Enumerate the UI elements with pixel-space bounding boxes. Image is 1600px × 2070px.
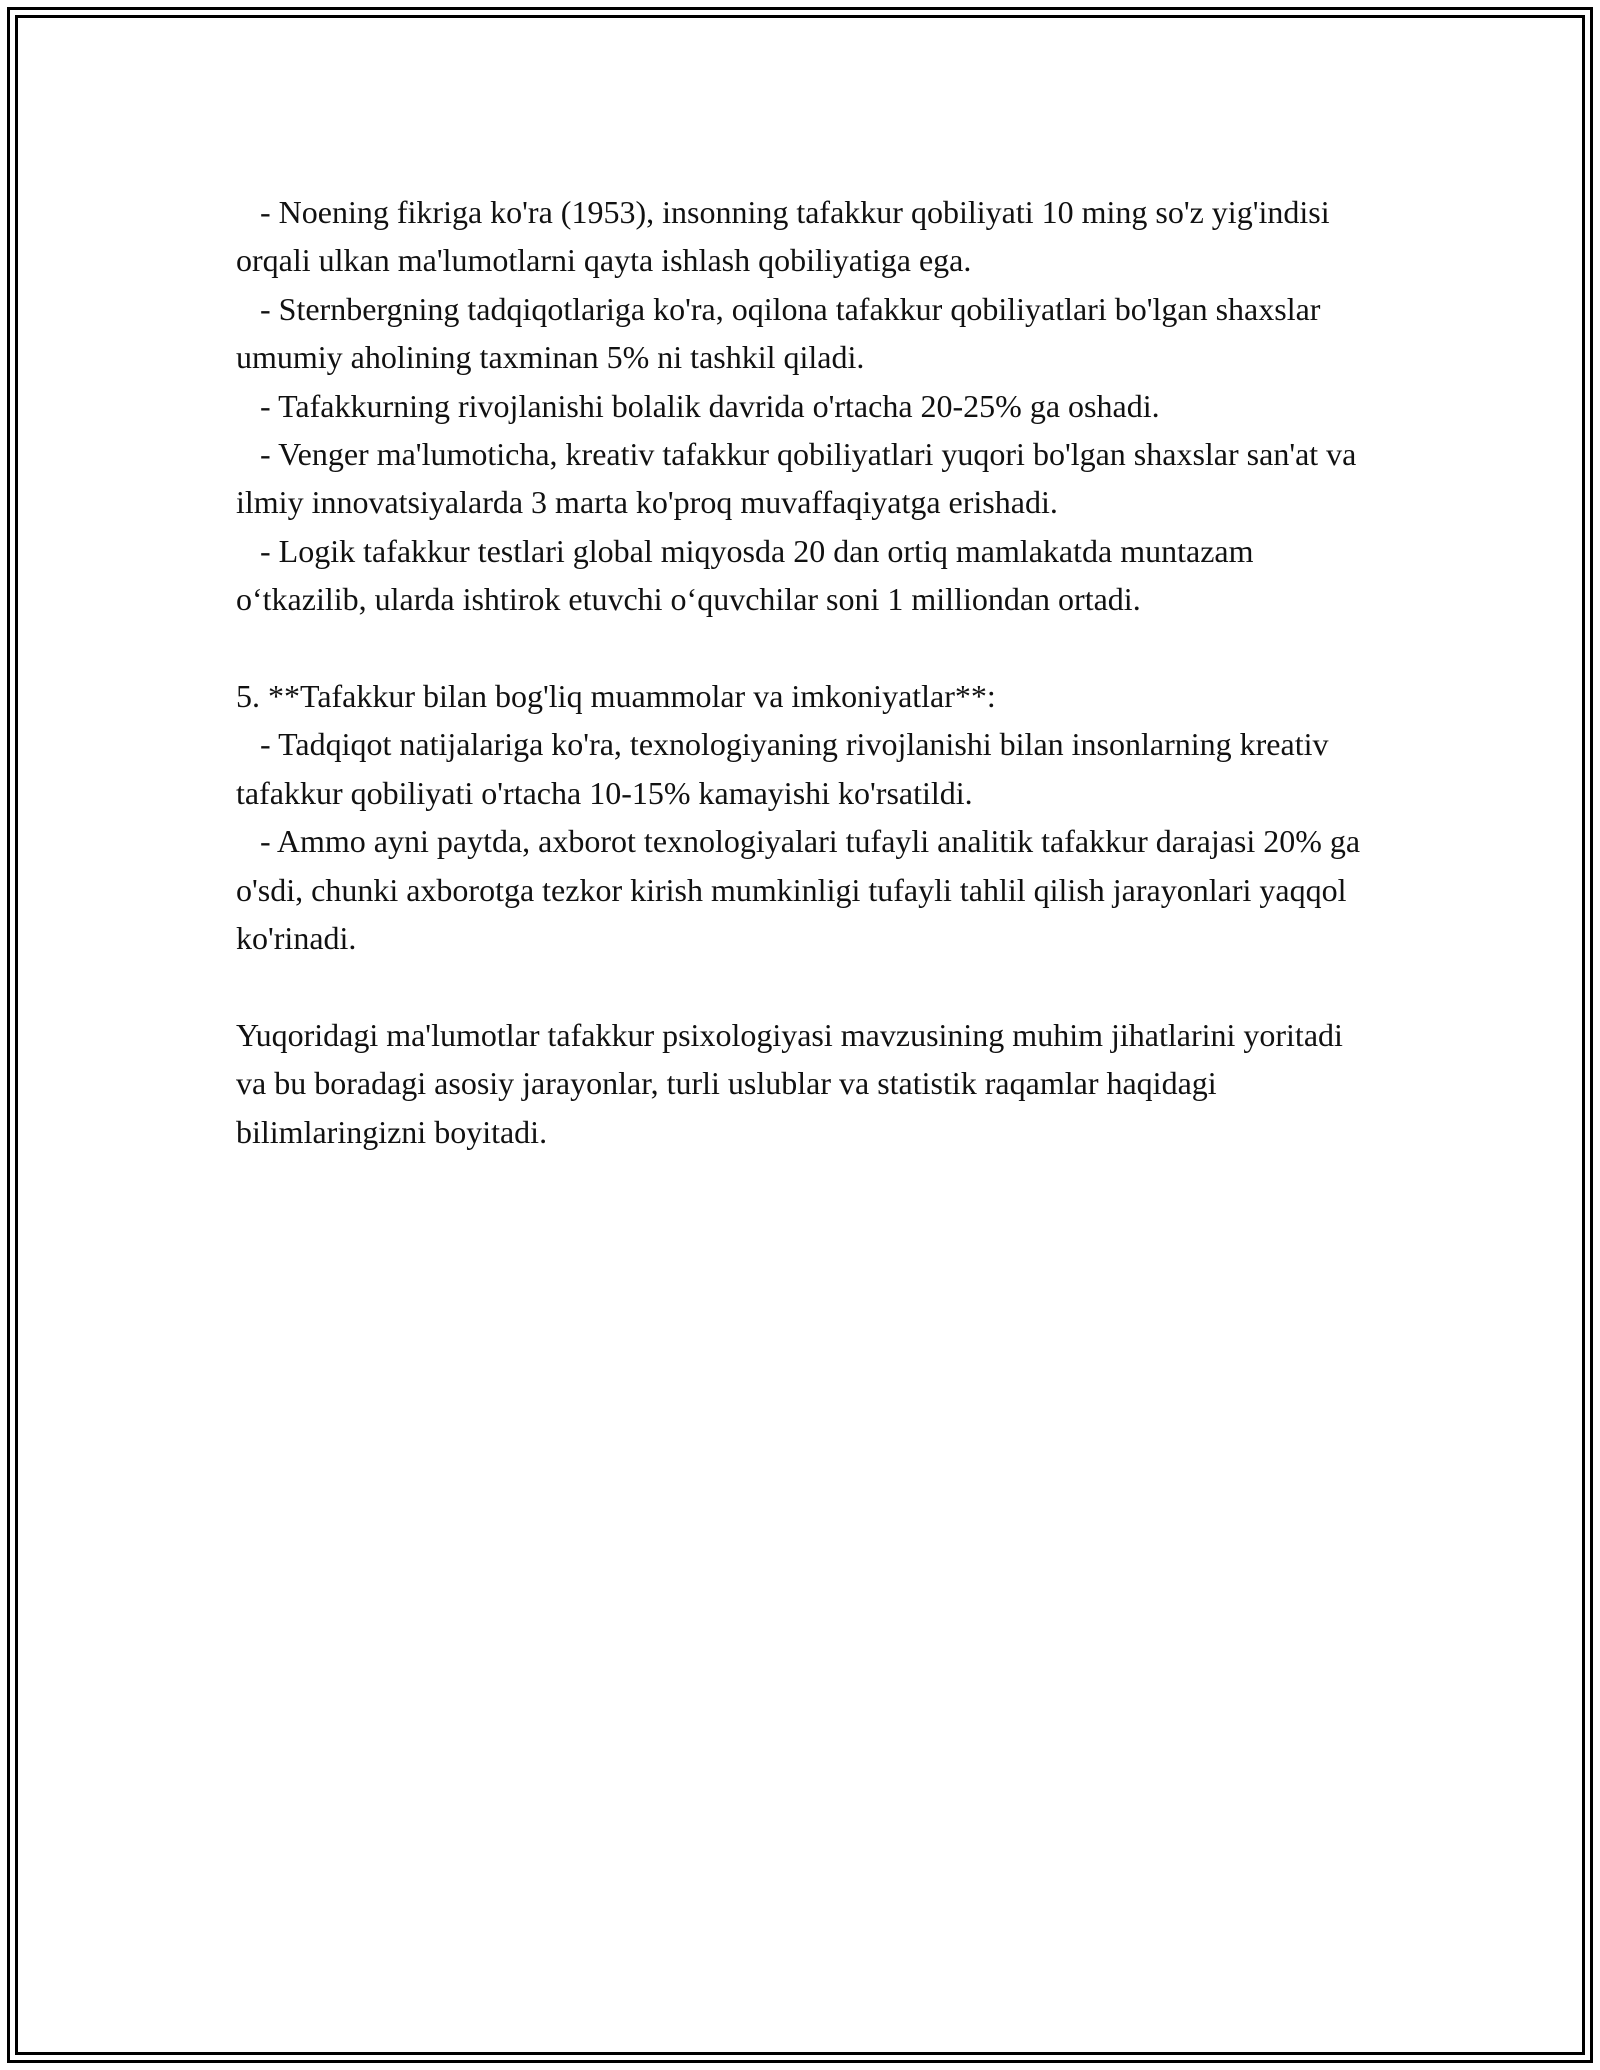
section-item-1: - Tadqiqot natijalariga ko'ra, texnologiyaning rivojlanishi bilan insonlarning kreativ tafakkur qobiliyati o'rtacha 10-15% kamayishi ko'rsatildi. [236,726,1337,811]
stats-item-2: - Sternbergning tadqiqotlariga ko'ra, oqilona tafakkur qobiliyatlari bo'lgan shaxslar umumiy aholining taxminan 5% ni tashkil qiladi. [236,290,1329,376]
stats-item-4: - Venger ma'lumoticha, kreativ tafakkur qobiliyatlari yuqori bo'lgan shaxslar san'at va ilmiy innovatsiyalarda 3 marta ko'proq muvaffaqiyatga erishadi. [236,436,1365,521]
document-body [236,188,1369,1156]
stats-item-3: - Tafakkurning rivojlanishi bolalik davrida o'rtacha 20-25% ga oshadi. [236,387,1160,424]
section-heading: 5. **Tafakkur bilan bog'liq muammolar va imkoniyatlar**: [236,678,996,715]
paragraph-spacer [236,624,1366,672]
section-item-2: - Ammo ayni paytda, axborot texnologiyalari tufayli analitik tafakkur darajasi 20% ga o'sdi, chunki axborotga tezkor kirish mumkinligi tufayli tahlil qilish jarayonlari yaqqol ko'rinadi. [236,823,1369,957]
conclusion-paragraph: Yuqoridagi ma'lumotlar tafakkur psixologiyasi mavzusining muhim jihatlarini yoritadi va bu boradagi asosiy jarayonlar, turli uslublar va statistik raqamlar haqidagi bilimlaringizni boyitadi. [236,1016,1343,1150]
paragraph-spacer [236,962,1366,1010]
stats-item-5: - Logik tafakkur testlari global miqyosda 20 dan ortiq mamlakatda muntazam o‘tkazilib, ularda ishtirok etuvchi o‘quvchilar soni 1 milliondan ortadi. [236,532,1262,618]
stats-item-1: - Noening fikriga ko'ra (1953), insonning tafakkur qobiliyati 10 ming so'z yig'indisi orqali ulkan ma'lumotlarni qayta ishlash qobiliyatiga ega. [236,194,1338,279]
